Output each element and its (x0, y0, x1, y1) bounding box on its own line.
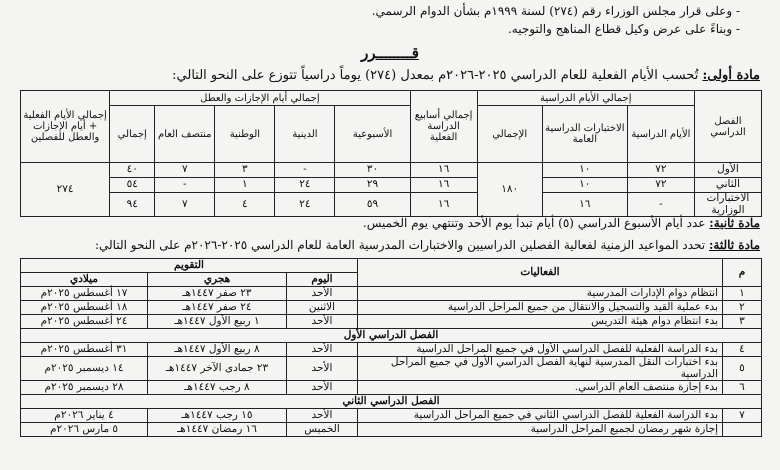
th-holidays-total: إجمالي (110, 106, 155, 163)
th-grand-total: إجمالي الأيام الفعلية + أيام الإجازات والعطل للفصلين (21, 91, 110, 163)
table-row (21, 409, 762, 423)
cell-activity: بدء عملية القيد والتسجيل والانتقال من جميع المراحل الدراسية (358, 301, 723, 315)
cell-activity: بدء انتظام دوام هيئة التدريس (358, 315, 723, 329)
cell-hijri: ٨ رجب ١٤٤٧هـ (148, 381, 287, 395)
cell-semester: الاختبارات الوزارية (694, 193, 761, 217)
cell-weekly: ٣٠ (335, 163, 410, 178)
cell-hijri: ٢٣ جمادى الآخر ١٤٤٧هـ (148, 357, 287, 381)
cell-activity: بدء الدراسة الفعلية للفصل الدراسي الثاني في جميع المراحل الدراسية (358, 409, 723, 423)
cell-mid-year: ٧ (155, 163, 215, 178)
cell-hijri: ٢٣ صفر ١٤٤٧هـ (148, 287, 287, 301)
article-3-text: تحدد المواعيد الزمنية لفعالية الفصلين الدراسيين والاختبارات المدرسية العامة للعام الدراسي ٢٠٢٥-٢٠٢٦م على النحو التالي: (94, 238, 709, 252)
decision-title: قــــــــرر (361, 44, 419, 62)
cell-religious: ٢٤ (275, 178, 335, 193)
study-days-table (20, 90, 762, 217)
table-row (21, 301, 762, 315)
th-mid-year: منتصف العام (155, 106, 215, 163)
table-row (21, 163, 762, 178)
cell-national: ٣ (215, 163, 275, 178)
cell-weekly: ٥٩ (335, 193, 410, 217)
th-holidays-group: إجمالي أيام الإجازات والعطل (110, 91, 410, 106)
schedule-table (20, 258, 762, 437)
cell-day: الخميس (287, 423, 358, 437)
cell-num: ٣ (723, 315, 762, 329)
th-study-days: الأيام الدراسية (627, 106, 694, 163)
cell-gregorian: ١٤ ديسمبر ٢٠٢٥م (21, 357, 148, 381)
cell-mid-year: - (155, 178, 215, 193)
cell-day: الأحد (287, 357, 358, 381)
cell-day: الاثنين (287, 301, 358, 315)
section-row (21, 395, 762, 409)
cell-weekly: ٢٩ (335, 178, 410, 193)
table-row (21, 423, 762, 437)
table-row (21, 343, 762, 357)
table-row (21, 178, 762, 193)
article-1-text: تُحسب الأيام الفعلية للعام الدراسي ٢٠٢٥-٢٠٢٦م بمعدل (٢٧٤) يوماً دراسياً تتوزع على النحو التالي: (172, 68, 703, 83)
cell-num: ٤ (723, 343, 762, 357)
cell-mid-year: ٧ (155, 193, 215, 217)
cell-num: ٢ (723, 301, 762, 315)
cell-num: ٦ (723, 381, 762, 395)
cell-hijri: ١٦ رمضان ١٤٤٧هـ (148, 423, 287, 437)
th-religious: الدينية (275, 106, 335, 163)
cell-num (723, 423, 762, 437)
th-gregorian: ميلادي (21, 273, 148, 287)
cell-gregorian: ٥ مارس ٢٠٢٦م (21, 423, 148, 437)
th-weekly: الأسبوعية (335, 106, 410, 163)
cell-day: الأحد (287, 315, 358, 329)
cell-gregorian: ٢٨ ديسمبر ٢٠٢٥م (21, 381, 148, 395)
th-day: اليوم (287, 273, 358, 287)
cell-holidays-total: ٥٤ (110, 178, 155, 193)
th-activities: الفعاليات (358, 259, 723, 287)
cell-weeks: ١٦ (410, 178, 477, 193)
preamble-line-1: - وعلى قرار مجلس الوزراء رقم (٢٧٤) لسنة ١٩٩٩م بشأن الدوام الرسمي. (371, 4, 740, 18)
article-1-label: مادة أولى: (702, 68, 760, 83)
article-2-text: عدد أيام الأسبوع الدراسي (٥) أيام تبدأ يوم الأحد وتنتهي يوم الخميس. (362, 216, 710, 230)
cell-weeks: ١٦ (410, 163, 477, 178)
cell-gregorian: ٣١ أغسطس ٢٠٢٥م (21, 343, 148, 357)
cell-semester: الثاني (694, 178, 761, 193)
cell-day: الأحد (287, 381, 358, 395)
th-hijri: هجري (148, 273, 287, 287)
cell-gregorian: ١٧ أغسطس ٢٠٢٥م (21, 287, 148, 301)
cell-semester: الأول (694, 163, 761, 178)
table-row (21, 193, 762, 217)
cell-activity: بدء اختبارات النقل المدرسية لنهاية الفصل الدراسي الأول في جميع المراحل الدراسية (358, 357, 723, 381)
cell-day: الأحد (287, 343, 358, 357)
cell-hijri: ٨ ربيع الأول ١٤٤٧هـ (148, 343, 287, 357)
cell-activity: إجازة شهر رمضان لجميع المراحل الدراسية (358, 423, 723, 437)
article-1 (172, 68, 760, 83)
preamble-line-2: - وبناءً على عرض وكيل قطاع المناهج والتوجيه. (507, 22, 740, 36)
table-row (21, 381, 762, 395)
section-second-semester: الفصل الدراسي الثاني (21, 395, 762, 409)
cell-holidays-total: ٩٤ (110, 193, 155, 217)
cell-national: ٤ (215, 193, 275, 217)
cell-hijri: ١ ربيع الأول ١٤٤٧هـ (148, 315, 287, 329)
cell-study-days: - (627, 193, 694, 217)
th-general-exams: الاختبارات الدراسية العامة (542, 106, 627, 163)
cell-exams: ١٠ (542, 178, 627, 193)
cell-holidays-total: ٤٠ (110, 163, 155, 178)
article-2 (363, 216, 760, 230)
cell-hijri: ١٥ رجب ١٤٤٧هـ (148, 409, 287, 423)
cell-day: الأحد (287, 287, 358, 301)
article-3 (95, 238, 760, 252)
cell-day: الأحد (287, 409, 358, 423)
cell-num: ٥ (723, 357, 762, 381)
cell-num: ٧ (723, 409, 762, 423)
cell-study-days: ٧٢ (627, 163, 694, 178)
section-first-semester: الفصل الدراسي الأول (21, 329, 762, 343)
table-row (21, 357, 762, 381)
cell-study-days: ٧٢ (627, 178, 694, 193)
cell-gregorian: ٤ يناير ٢٠٢٦م (21, 409, 148, 423)
cell-national: ١ (215, 178, 275, 193)
cell-activity: بدء الدراسة الفعلية للفصل الدراسي الأول في جميع المراحل الدراسية (358, 343, 723, 357)
cell-exams: ١٠ (542, 163, 627, 178)
cell-religious: - (275, 163, 335, 178)
cell-religious: ٢٤ (275, 193, 335, 217)
cell-weeks: ١٦ (410, 193, 477, 217)
cell-activity: انتظام دوام الإدارات المدرسية (358, 287, 723, 301)
table-row (21, 287, 762, 301)
article-2-label: مادة ثانية: (709, 216, 760, 230)
cell-gregorian: ١٨ أغسطس ٢٠٢٥م (21, 301, 148, 315)
th-num: م (723, 259, 762, 287)
th-national: الوطنية (215, 106, 275, 163)
article-3-label: مادة ثالثة: (708, 238, 760, 252)
cell-activity: بدء إجازة منتصف العام الدراسي. (358, 381, 723, 395)
th-actual-weeks: إجمالي أسابيع الدراسة الفعلية (410, 91, 477, 163)
th-study-days-group: إجمالي الأيام الدراسية (477, 91, 694, 106)
cell-exams: ١٦ (542, 193, 627, 217)
table-row (21, 315, 762, 329)
th-semester: الفصل الدراسي (694, 91, 761, 163)
th-calendar: التقويم (21, 259, 358, 273)
cell-hijri: ٢٤ صفر ١٤٤٧هـ (148, 301, 287, 315)
cell-num: ١ (723, 287, 762, 301)
cell-grand-total: ٢٧٤ (21, 163, 110, 217)
th-total: الإجمالي (477, 106, 542, 163)
cell-gregorian: ٢٤ أغسطس ٢٠٢٥م (21, 315, 148, 329)
cell-combined-total: ١٨٠ (477, 163, 542, 217)
section-row (21, 329, 762, 343)
